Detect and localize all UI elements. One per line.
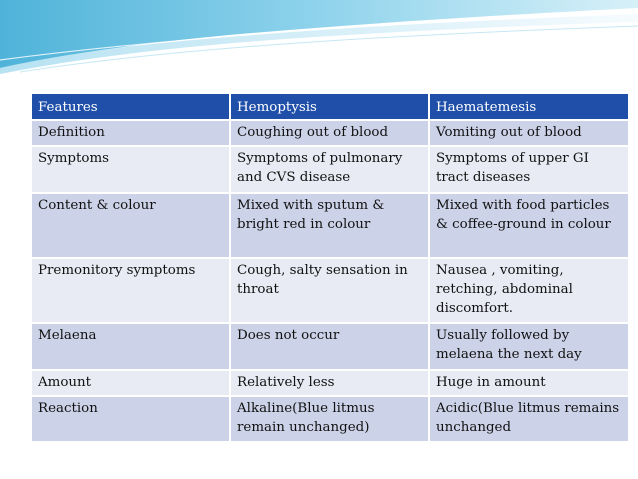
table-row	[32, 258, 628, 323]
decorative-wave-banner	[0, 0, 638, 75]
hemoptysis-cell: Alkaline(Blue litmus remain unchanged)	[230, 396, 429, 442]
comparison-table	[32, 94, 628, 443]
header-features: Features	[32, 94, 230, 120]
row-label: Melaena	[32, 323, 230, 370]
haematemesis-cell: Usually followed by melaena the next day	[429, 323, 628, 370]
row-label: Reaction	[32, 396, 230, 442]
haematemesis-cell: Nausea , vomiting, retching, abdominal discomfort.	[429, 258, 628, 323]
hemoptysis-cell: Cough, salty sensation in throat	[230, 258, 429, 323]
hemoptysis-cell: Symptoms of pulmonary and CVS disease	[230, 146, 429, 193]
haematemesis-cell: Mixed with food particles & coffee-ground in colour	[429, 193, 628, 258]
haematemesis-cell: Vomiting out of blood	[429, 120, 628, 146]
table-row	[32, 370, 628, 396]
table-row	[32, 396, 628, 442]
haematemesis-cell: Acidic(Blue litmus remains unchanged	[429, 396, 628, 442]
header-hemoptysis: Hemoptysis	[230, 94, 429, 120]
row-label: Premonitory symptoms	[32, 258, 230, 323]
haematemesis-cell: Symptoms of upper GI tract diseases	[429, 146, 628, 193]
hemoptysis-cell: Relatively less	[230, 370, 429, 396]
hemoptysis-cell: Mixed with sputum & bright red in colour	[230, 193, 429, 258]
row-label: Content & colour	[32, 193, 230, 258]
table-row	[32, 323, 628, 370]
row-label: Symptoms	[32, 146, 230, 193]
table-row	[32, 120, 628, 146]
header-haematemesis: Haematemesis	[429, 94, 628, 120]
table-header-row	[32, 94, 628, 120]
hemoptysis-cell: Does not occur	[230, 323, 429, 370]
table-row	[32, 193, 628, 258]
row-label: Amount	[32, 370, 230, 396]
comparison-table-container	[32, 94, 628, 443]
row-label: Definition	[32, 120, 230, 146]
hemoptysis-cell: Coughing out of blood	[230, 120, 429, 146]
table-row	[32, 146, 628, 193]
haematemesis-cell: Huge in amount	[429, 370, 628, 396]
